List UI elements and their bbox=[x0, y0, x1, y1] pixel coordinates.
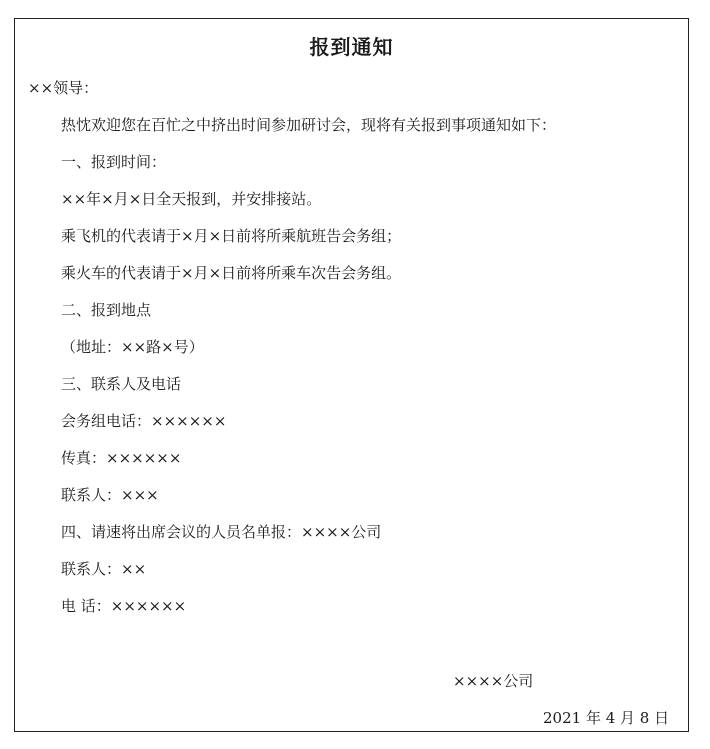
signature-company: ××××公司 bbox=[453, 672, 534, 690]
paragraph-list-phone: 电 话：×××××× bbox=[61, 597, 187, 615]
salutation: ××领导： bbox=[28, 79, 99, 97]
document-title: 报到通知 bbox=[309, 35, 394, 59]
section-heading-contact: 三、联系人及电话 bbox=[61, 375, 182, 393]
section-heading-time: 一、报到时间： bbox=[61, 153, 167, 171]
signature-date: 2021 年 4 月 8 日 bbox=[543, 709, 670, 727]
paragraph-flight: 乘飞机的代表请于×月×日前将所乘航班告会务组； bbox=[61, 227, 402, 245]
paragraph-contact: 联系人：××× bbox=[61, 486, 159, 504]
paragraph-time: ××年×月×日全天报到，并安排接站。 bbox=[61, 190, 322, 208]
paragraph-train: 乘火车的代表请于×月×日前将所乘车次告会务组。 bbox=[61, 264, 402, 282]
notice-frame bbox=[14, 18, 689, 732]
section-heading-list: 四、请速将出席会议的人员名单报：××××公司 bbox=[61, 523, 382, 541]
paragraph-list-contact: 联系人：×× bbox=[61, 560, 147, 578]
paragraph-intro: 热忱欢迎您在百忙之中挤出时间参加研讨会，现将有关报到事项通知如下： bbox=[61, 116, 557, 134]
paragraph-fax: 传真：×××××× bbox=[61, 449, 182, 467]
section-heading-place: 二、报到地点 bbox=[61, 301, 152, 319]
paragraph-phone: 会务组电话：×××××× bbox=[61, 412, 227, 430]
paragraph-address: （地址：××路×号） bbox=[61, 338, 204, 356]
